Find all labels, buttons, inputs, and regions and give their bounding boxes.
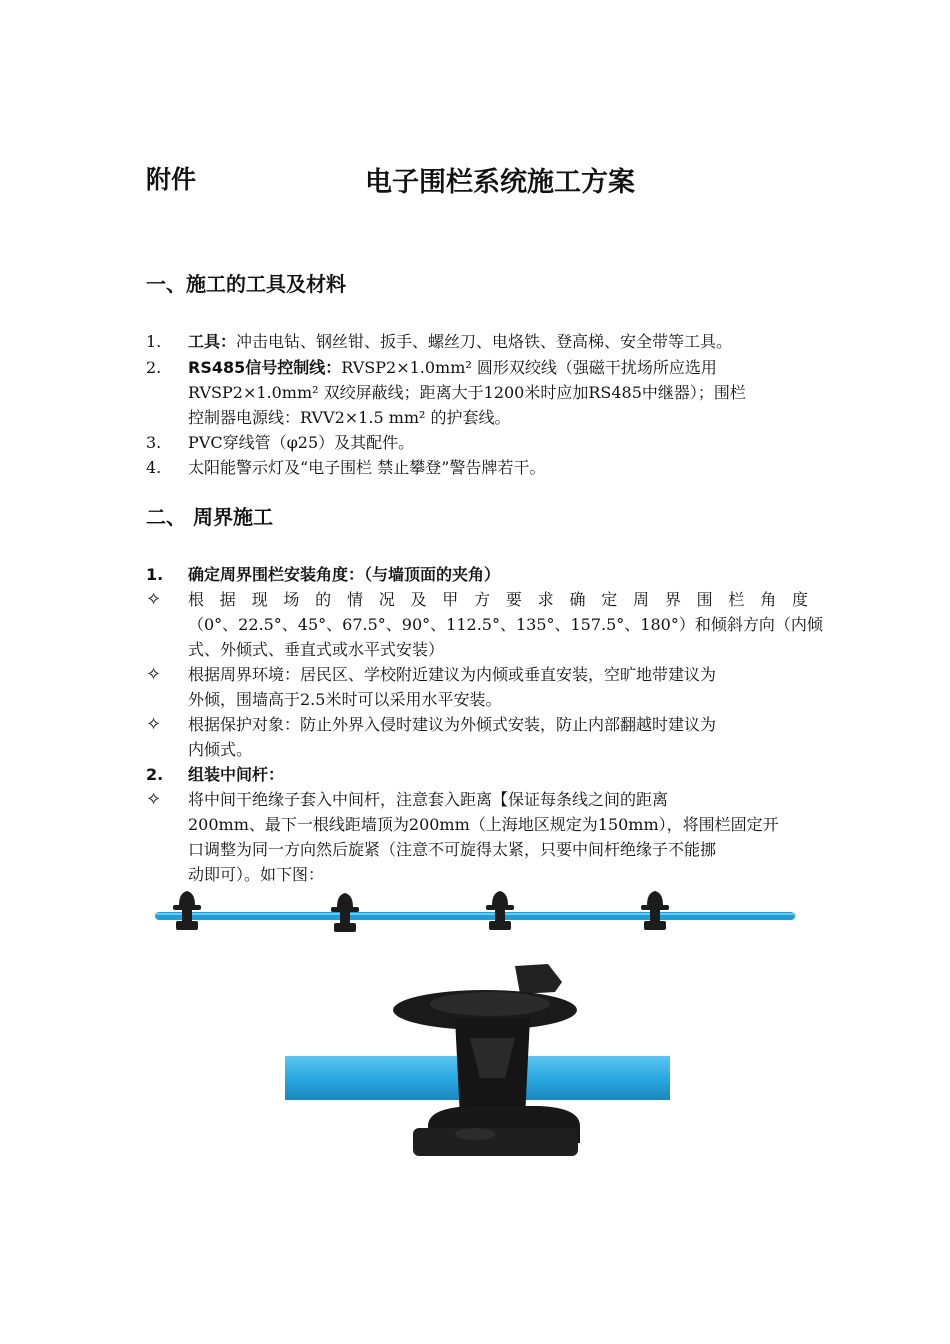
bullet-text-cont: 内倾式。 <box>188 740 253 759</box>
bullet-text: 将中间干绝缘子套入中间杆，注意套入距离【保证每条线之间的距离 <box>188 790 669 809</box>
step-number: 2. <box>146 765 164 784</box>
bullet-text: 根据保护对象：防止外界入侵时建议为外倾式安装，防止内部翻越时建议为 <box>188 715 717 734</box>
bullet-text-cont: 200mm、最下一根线距墙顶为200mm（上海地区规定为150mm），将围栏固定开 <box>188 815 779 834</box>
step-title: 确定周界围栏安装角度：（与墙顶面的夹角） <box>188 565 501 584</box>
diamond-outline-icon: ✧ <box>146 589 162 610</box>
item-number: 3. <box>146 433 162 452</box>
bullet-text-cont: （0°、22.5°、45°、67.5°、90°、112.5°、135°、157.5°、180°）和倾斜方向（内倾 <box>188 615 823 634</box>
insulator-closeup-photo <box>280 958 680 1168</box>
rod-with-insulators-photo <box>150 885 810 940</box>
section-heading-1: 一、施工的工具及材料 <box>146 272 346 296</box>
step-number: 1. <box>146 565 164 584</box>
diamond-outline-icon: ✧ <box>146 714 162 735</box>
diamond-outline-icon: ✧ <box>146 664 162 685</box>
insulator-icon <box>173 891 201 930</box>
bullet-text-cont: 外倾，围墙高于2.5米时可以采用水平安装。 <box>188 690 502 709</box>
bullet-text-cont: 口调整为同一方向然后旋紧（注意不可旋得太紧，只要中间杆绝缘子不能挪 <box>188 840 717 859</box>
page-title: 电子围栏系统施工方案 <box>365 167 635 198</box>
item-text-cont: RVSP2×1.0mm² 双绞屏蔽线；距离大于1200米时应加RS485中继器）；围栏 <box>188 383 746 402</box>
insulator-icon <box>486 891 514 930</box>
item-text-cont: 控制器电源线：RVV2×1.5 mm² 的护套线。 <box>188 408 511 427</box>
item-text: RS485信号控制线：RVSP2×1.0mm² 圆形双绞线（强磁干扰场所应选用 <box>188 358 717 377</box>
diamond-outline-icon: ✧ <box>146 789 162 810</box>
bullet-text: 根据周界环境：居民区、学校附近建议为内倾或垂直安装，空旷地带建议为 <box>188 665 717 684</box>
item-number: 2. <box>146 358 162 377</box>
section-heading-2: 二、 周界施工 <box>146 505 273 529</box>
item-number: 4. <box>146 458 162 477</box>
step-title: 组装中间杆： <box>188 765 285 784</box>
bullet-text: 根据现场的情况及甲方要求确定周界围栏角度 <box>188 590 808 609</box>
insulator-icon <box>641 891 669 930</box>
bullet-text-cont: 式、外倾式、垂直式或水平式安装） <box>188 640 445 659</box>
item-text: 太阳能警示灯及“电子围栏 禁止攀登”警告牌若干。 <box>188 458 546 477</box>
item-text: 工具：冲击电钻、钢丝钳、扳手、螺丝刀、电烙铁、登高梯、安全带等工具。 <box>188 332 733 351</box>
annex-label: 附件 <box>146 165 197 194</box>
item-text: PVC穿线管（φ25）及其配件。 <box>188 433 415 452</box>
bullet-text-cont: 动即可）。如下图： <box>188 865 325 884</box>
item-number: 1. <box>146 332 162 351</box>
